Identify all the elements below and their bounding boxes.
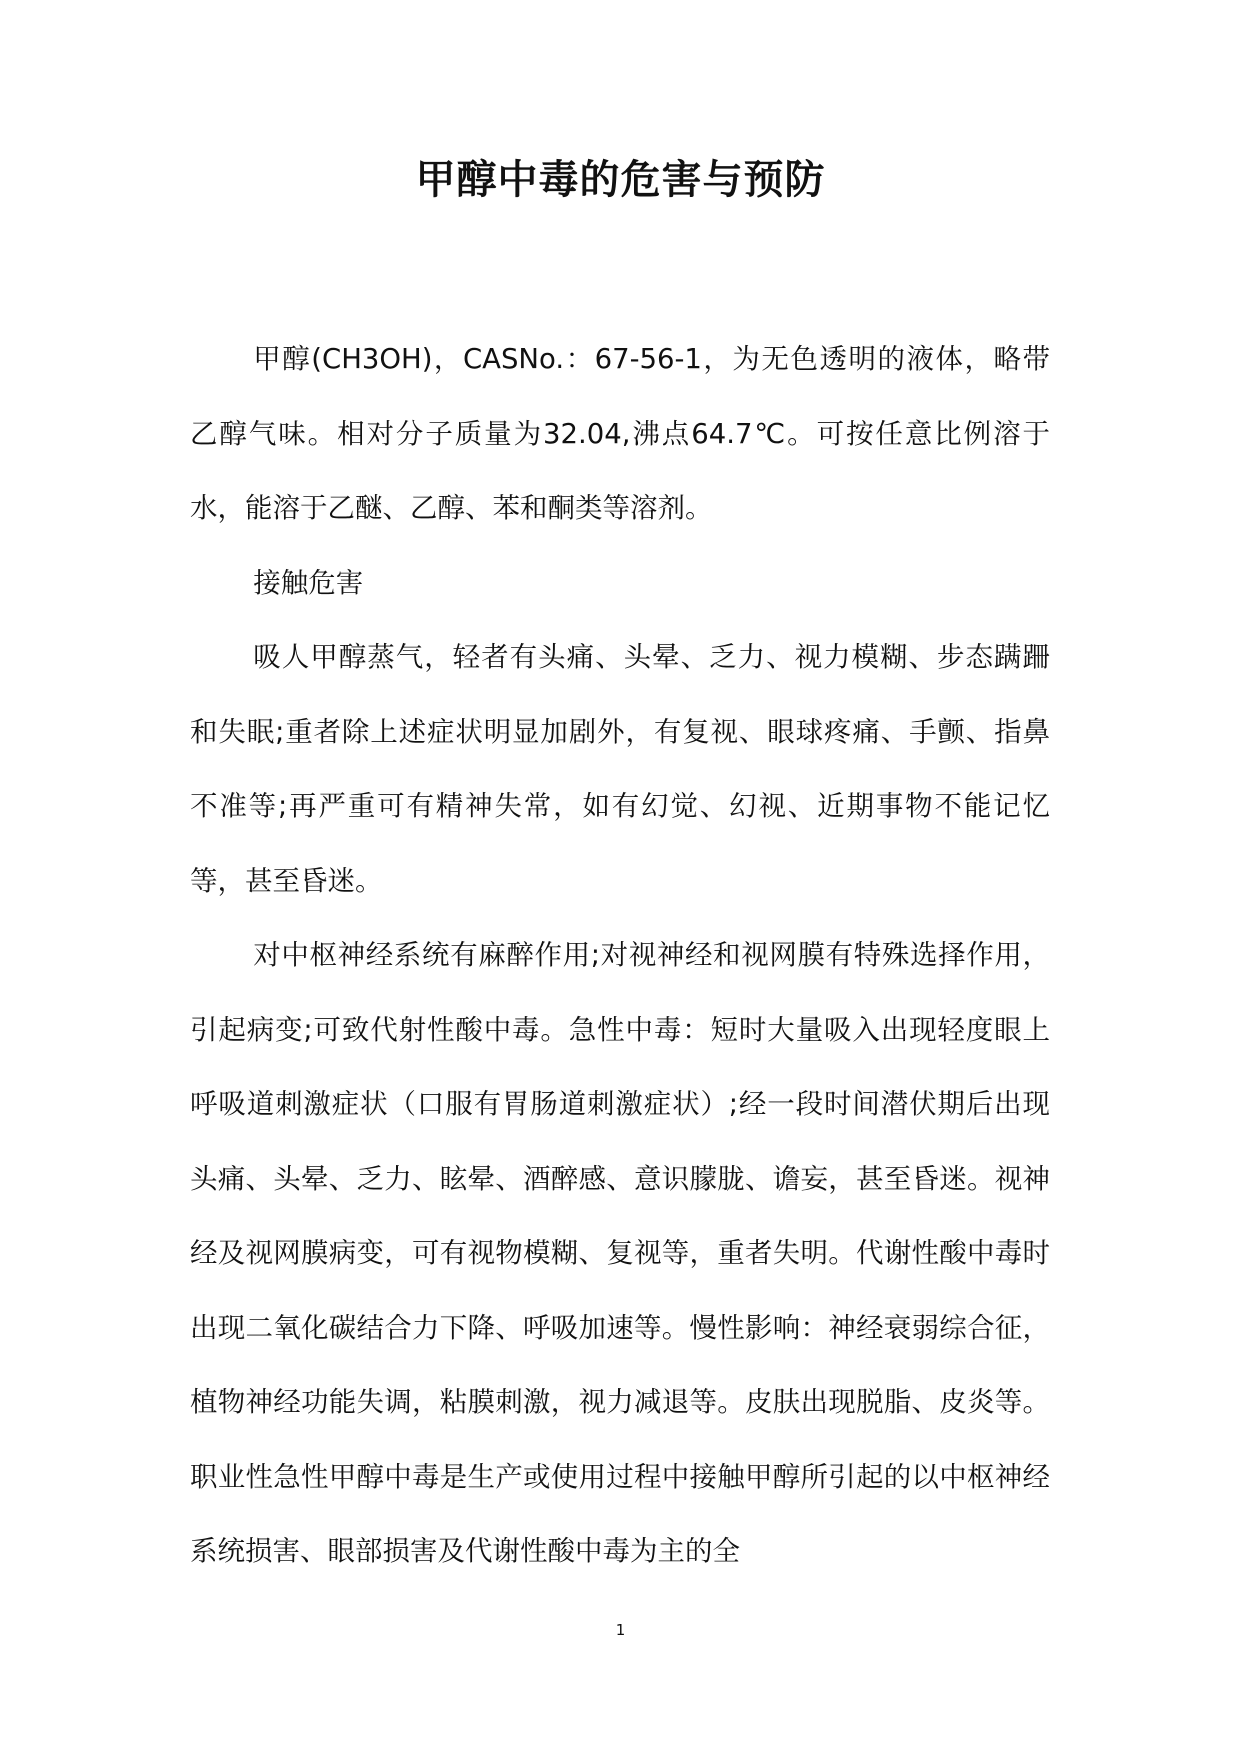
- document-title: 甲醇中毒的危害与预防: [415, 157, 826, 203]
- paragraph-properties: 甲醇(CH3OH)，CASNo.：67-56-1，为无色透明的液体，略带乙醇气味。相对分子质量为32.04,沸点64.7℃。可按任意比例溶于水，能溶于乙醚、乙醇、苯和酮类等溶剂。: [190, 343, 1050, 524]
- section-heading-exposure-hazard: 接触危害: [253, 566, 364, 599]
- page-number: 1: [615, 1621, 626, 1639]
- paragraph-toxic-effects: 对中枢神经系统有麻醉作用;对视神经和视网膜有特殊选择作用，引起病变;可致代射性酸中毒。急性中毒：短时大量吸入出现轻度眼上呼吸道刺激症状（口服有胃肠道刺激症状）;经一段时间潜伏期后出现头痛、头晕、乏力、眩晕、酒醉感、意识朦胧、谵妄，甚至昏迷。视神经及视网膜病变，可有视物模糊、复视等，重者失明。代谢性酸中毒时出现二氧化碳结合力下降、呼吸加速等。慢性影响：神经衰弱综合征，植物神经功能失调，粘膜刺激，视力减退等。皮肤出现脱脂、皮炎等。职业性急性甲醇中毒是生产或使用过程中接触甲醇所引起的以中枢神经系统损害、眼部损害及代谢性酸中毒为主的全: [190, 939, 1050, 1567]
- document-body: [190, 322, 1050, 1589]
- paragraph-inhalation-symptoms: 吸人甲醇蒸气，轻者有头痛、头晕、乏力、视力模糊、步态蹒跚和失眠;重者除上述症状明显加剧外，有复视、眼球疼痛、手颤、指鼻不准等;再严重可有精神失常，如有幻觉、幻视、近期事物不能记忆等，甚至昏迷。: [190, 641, 1050, 897]
